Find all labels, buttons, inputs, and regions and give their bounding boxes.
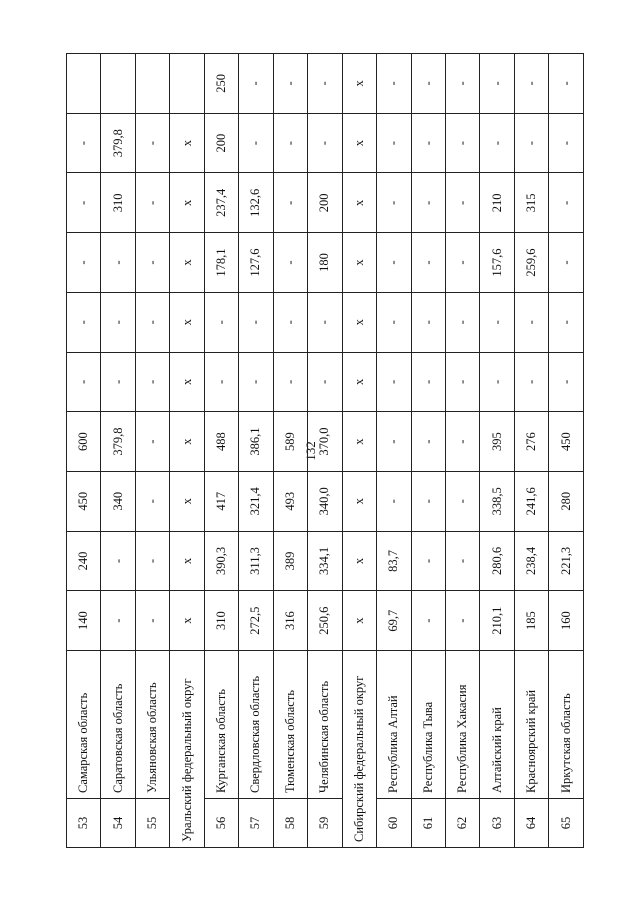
value-cell: - — [549, 233, 584, 293]
value-cell: х — [342, 54, 376, 114]
value-cell: х — [342, 352, 376, 412]
table-body — [67, 54, 584, 848]
value-cell: 450 — [67, 471, 101, 531]
row-number: 54 — [101, 799, 135, 848]
value-cell: 450 — [549, 412, 584, 472]
value-cell: - — [308, 54, 342, 114]
region-name: Свердловская область — [239, 651, 273, 799]
region-name: Иркутская область — [549, 651, 584, 799]
value-cell: 340 — [101, 471, 135, 531]
table-row — [135, 54, 169, 848]
value-cell: - — [411, 173, 445, 233]
value-cell: - — [377, 54, 411, 114]
value-cell: 276 — [514, 412, 548, 472]
value-cell: 589 — [273, 412, 307, 472]
value-cell: 386,1 — [239, 412, 273, 472]
value-cell: - — [411, 591, 445, 651]
value-cell: 238,4 — [514, 531, 548, 591]
value-cell: - — [308, 292, 342, 352]
value-cell: - — [308, 352, 342, 412]
value-cell: 379,8 — [101, 113, 135, 173]
district-row — [170, 54, 204, 848]
value-cell: 210,1 — [480, 591, 514, 651]
value-cell: 340,0 — [308, 471, 342, 531]
region-name: Республика Алтай — [377, 651, 411, 799]
value-cell: - — [480, 352, 514, 412]
value-cell: - — [135, 292, 169, 352]
value-cell: - — [135, 173, 169, 233]
region-name: Красноярский край — [514, 651, 548, 799]
value-cell: х — [342, 113, 376, 173]
value-cell: х — [342, 471, 376, 531]
row-number: 55 — [135, 799, 169, 848]
row-number: 60 — [377, 799, 411, 848]
value-cell: 493 — [273, 471, 307, 531]
value-cell: 338,5 — [480, 471, 514, 531]
table-row — [411, 54, 445, 848]
value-cell: - — [445, 531, 479, 591]
value-cell: х — [342, 233, 376, 293]
value-cell: 185 — [514, 591, 548, 651]
value-cell: - — [135, 113, 169, 173]
value-cell: - — [445, 292, 479, 352]
value-cell: - — [101, 531, 135, 591]
value-cell: 370,0 — [308, 412, 342, 472]
value-cell: - — [204, 292, 238, 352]
table-row — [549, 54, 584, 848]
value-cell: 240 — [67, 531, 101, 591]
table-row — [204, 54, 238, 848]
value-cell: - — [411, 233, 445, 293]
value-cell — [101, 54, 135, 114]
region-name: Самарская область — [67, 651, 101, 799]
value-cell: 69,7 — [377, 591, 411, 651]
value-cell: х — [170, 173, 204, 233]
value-cell: - — [445, 591, 479, 651]
table-row — [480, 54, 514, 848]
value-cell: - — [273, 352, 307, 412]
value-cell — [135, 54, 169, 114]
value-cell: 140 — [67, 591, 101, 651]
value-cell: х — [170, 531, 204, 591]
value-cell: х — [170, 471, 204, 531]
region-name: Республика Тыва — [411, 651, 445, 799]
region-name: Саратовская область — [101, 651, 135, 799]
value-cell: - — [480, 54, 514, 114]
value-cell: - — [135, 531, 169, 591]
value-cell: 180 — [308, 233, 342, 293]
value-cell: 321,4 — [239, 471, 273, 531]
value-cell: - — [377, 173, 411, 233]
value-cell: - — [480, 292, 514, 352]
value-cell: - — [549, 292, 584, 352]
value-cell: 417 — [204, 471, 238, 531]
value-cell: 390,3 — [204, 531, 238, 591]
value-cell: - — [514, 54, 548, 114]
value-cell: - — [549, 54, 584, 114]
value-cell: 221,3 — [549, 531, 584, 591]
region-name: Ульяновская область — [135, 651, 169, 799]
value-cell: 83,7 — [377, 531, 411, 591]
value-cell: х — [170, 292, 204, 352]
value-cell: - — [549, 113, 584, 173]
row-number: 61 — [411, 799, 445, 848]
value-cell: - — [239, 292, 273, 352]
value-cell: - — [239, 113, 273, 173]
value-cell: - — [67, 173, 101, 233]
value-cell: - — [377, 352, 411, 412]
value-cell: - — [135, 471, 169, 531]
region-name: Тюменская область — [273, 651, 307, 799]
value-cell: 259,6 — [514, 233, 548, 293]
value-cell: х — [170, 352, 204, 412]
value-cell: - — [411, 113, 445, 173]
value-cell: - — [204, 352, 238, 412]
table-row — [239, 54, 273, 848]
value-cell: 310 — [101, 173, 135, 233]
value-cell: 250 — [204, 54, 238, 114]
value-cell: 200 — [308, 173, 342, 233]
value-cell: 395 — [480, 412, 514, 472]
value-cell: - — [239, 54, 273, 114]
data-table — [66, 53, 584, 848]
row-number: 53 — [67, 799, 101, 848]
value-cell: 311,3 — [239, 531, 273, 591]
value-cell: х — [170, 412, 204, 472]
value-cell: - — [135, 412, 169, 472]
value-cell: 127,6 — [239, 233, 273, 293]
value-cell: - — [514, 113, 548, 173]
value-cell: 210 — [480, 173, 514, 233]
value-cell: - — [549, 352, 584, 412]
row-number: 58 — [273, 799, 307, 848]
value-cell: - — [101, 292, 135, 352]
value-cell: - — [67, 233, 101, 293]
value-cell: 132,6 — [239, 173, 273, 233]
value-cell: - — [514, 292, 548, 352]
district-name: Уральский федеральный округ — [170, 651, 204, 848]
value-cell: 272,5 — [239, 591, 273, 651]
value-cell: 379,8 — [101, 412, 135, 472]
value-cell: - — [411, 471, 445, 531]
value-cell: - — [377, 471, 411, 531]
value-cell: - — [239, 352, 273, 412]
value-cell: - — [445, 471, 479, 531]
table-row — [308, 54, 342, 848]
district-name: Сибирский федеральный округ — [342, 651, 376, 848]
value-cell: - — [445, 173, 479, 233]
value-cell: - — [101, 233, 135, 293]
value-cell: х — [342, 531, 376, 591]
value-cell: - — [377, 412, 411, 472]
table-row — [101, 54, 135, 848]
value-cell: - — [411, 54, 445, 114]
value-cell: х — [170, 591, 204, 651]
row-number: 59 — [308, 799, 342, 848]
value-cell — [67, 54, 101, 114]
value-cell: - — [377, 113, 411, 173]
value-cell: 200 — [204, 113, 238, 173]
value-cell: - — [101, 591, 135, 651]
value-cell: - — [411, 352, 445, 412]
row-number: 56 — [204, 799, 238, 848]
value-cell: - — [273, 173, 307, 233]
row-number: 63 — [480, 799, 514, 848]
value-cell: 334,1 — [308, 531, 342, 591]
page-number: 132 — [303, 441, 318, 461]
value-cell: - — [273, 233, 307, 293]
value-cell: - — [273, 113, 307, 173]
value-cell: - — [273, 54, 307, 114]
value-cell: х — [342, 412, 376, 472]
value-cell: - — [445, 352, 479, 412]
value-cell: х — [342, 292, 376, 352]
table-row — [445, 54, 479, 848]
value-cell: 157,6 — [480, 233, 514, 293]
value-cell — [170, 54, 204, 114]
value-cell: 237,4 — [204, 173, 238, 233]
value-cell: 315 — [514, 173, 548, 233]
value-cell: - — [445, 412, 479, 472]
value-cell: - — [411, 412, 445, 472]
value-cell: - — [135, 591, 169, 651]
value-cell: 241,6 — [514, 471, 548, 531]
value-cell: - — [411, 292, 445, 352]
value-cell: - — [480, 113, 514, 173]
value-cell: х — [170, 113, 204, 173]
value-cell: х — [342, 591, 376, 651]
value-cell: - — [377, 292, 411, 352]
value-cell: - — [101, 352, 135, 412]
value-cell: - — [67, 352, 101, 412]
region-name: Республика Хакасия — [445, 651, 479, 799]
value-cell: 389 — [273, 531, 307, 591]
value-cell: - — [308, 113, 342, 173]
value-cell: х — [342, 173, 376, 233]
region-name: Курганская область — [204, 651, 238, 799]
value-cell: - — [549, 173, 584, 233]
district-row — [342, 54, 376, 848]
value-cell: 280,6 — [480, 531, 514, 591]
value-cell: 160 — [549, 591, 584, 651]
value-cell: 310 — [204, 591, 238, 651]
value-cell: 600 — [67, 412, 101, 472]
value-cell: - — [135, 352, 169, 412]
row-number: 64 — [514, 799, 548, 848]
value-cell: - — [135, 233, 169, 293]
value-cell: 250,6 — [308, 591, 342, 651]
row-number: 65 — [549, 799, 584, 848]
row-number: 57 — [239, 799, 273, 848]
value-cell: - — [67, 292, 101, 352]
value-cell: 488 — [204, 412, 238, 472]
value-cell: х — [170, 233, 204, 293]
value-cell: - — [514, 352, 548, 412]
value-cell: - — [377, 233, 411, 293]
rotated-table-wrapper — [66, 53, 584, 848]
value-cell: - — [445, 233, 479, 293]
value-cell: - — [67, 113, 101, 173]
value-cell: 280 — [549, 471, 584, 531]
value-cell: - — [445, 54, 479, 114]
region-name: Челябинская область — [308, 651, 342, 799]
row-number: 62 — [445, 799, 479, 848]
value-cell: - — [411, 531, 445, 591]
value-cell: 178,1 — [204, 233, 238, 293]
region-name: Алтайский край — [480, 651, 514, 799]
value-cell: - — [273, 292, 307, 352]
table-row — [514, 54, 548, 848]
table-row — [67, 54, 101, 848]
value-cell: 316 — [273, 591, 307, 651]
value-cell: - — [445, 113, 479, 173]
table-row — [377, 54, 411, 848]
table-row — [273, 54, 307, 848]
